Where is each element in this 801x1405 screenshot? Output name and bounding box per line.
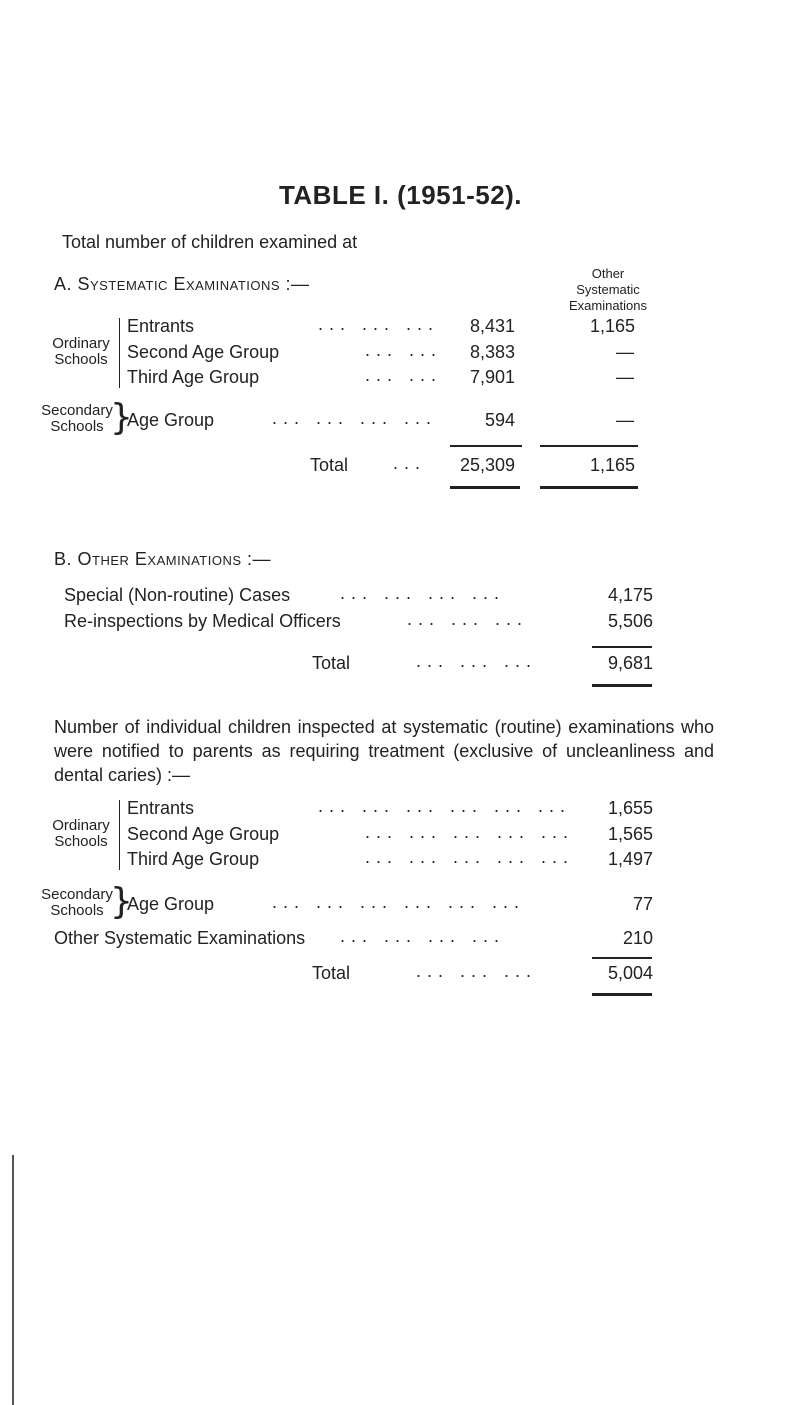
ordinary-label-line-1: Ordinary bbox=[52, 335, 110, 352]
ordinary-label-line-1: Ordinary bbox=[52, 817, 110, 834]
c-row-other-systematic-label: Other Systematic Examinations bbox=[54, 928, 306, 948]
ordinary-schools-label-c bbox=[46, 818, 116, 850]
row-reinspections-label: Re-inspections by Medical Officers bbox=[64, 611, 341, 631]
dot-leader: ... ... ... ... ... bbox=[365, 847, 575, 867]
section-a-heading: A. Systematic Examinations :— bbox=[54, 274, 310, 294]
secondary-schools-label-c bbox=[36, 887, 118, 919]
dot-leader: ... ... bbox=[365, 365, 443, 385]
ordinary-label-line-2: Schools bbox=[54, 833, 108, 850]
section-c-total-label: Total bbox=[312, 963, 351, 983]
subtotal-rule bbox=[540, 445, 638, 447]
total-double-rule bbox=[592, 684, 652, 687]
notification-paragraph: Number of individual children inspected at systematic (routine) examinations who were notified to parents as requiring treatment (exclusive of uncleanliness and dental caries) :— bbox=[54, 717, 714, 785]
row-secondary-age-value: 594 bbox=[484, 410, 515, 430]
row-secondary-age-label: Age Group bbox=[127, 410, 215, 430]
brace-icon: } bbox=[110, 397, 133, 438]
secondary-label-line-2: Schools bbox=[50, 418, 104, 435]
col-header-line-2: Systematic bbox=[576, 282, 640, 297]
dot-leader: ... ... ... bbox=[318, 314, 440, 334]
row-entrants-value: 8,431 bbox=[469, 316, 515, 336]
c-row-second-age-label: Second Age Group bbox=[127, 824, 280, 844]
subtotal-rule bbox=[592, 957, 652, 959]
ordinary-schools-label bbox=[46, 336, 116, 368]
col-header-line-1: Other bbox=[591, 266, 625, 281]
ordinary-bracket-c bbox=[119, 800, 120, 870]
section-b-heading: B. Other Examinations :— bbox=[54, 549, 272, 569]
intro-text: Total number of children examined at bbox=[62, 232, 358, 252]
total-double-rule bbox=[450, 486, 520, 489]
row-entrants-other: 1,165 bbox=[589, 316, 635, 336]
c-row-secondary-age-label: Age Group bbox=[127, 894, 215, 914]
c-row-third-age-value: 1,497 bbox=[607, 849, 653, 869]
row-secondary-age-other: — bbox=[616, 410, 634, 430]
row-second-age-value: 8,383 bbox=[469, 342, 515, 362]
dot-leader: ... ... ... ... ... bbox=[365, 822, 575, 842]
section-a-total-label: Total bbox=[310, 455, 349, 475]
ordinary-label-line-2: Schools bbox=[54, 351, 108, 368]
c-row-secondary-age-value: 77 bbox=[632, 894, 653, 914]
c-row-other-systematic-value: 210 bbox=[622, 928, 653, 948]
section-b-total-value: 9,681 bbox=[607, 653, 653, 673]
ordinary-bracket bbox=[119, 318, 120, 388]
other-systematic-header bbox=[538, 266, 678, 314]
dot-leader: ... ... bbox=[365, 340, 443, 360]
row-third-age-label: Third Age Group bbox=[127, 367, 260, 387]
row-third-age-other: — bbox=[616, 367, 634, 387]
total-double-rule bbox=[540, 486, 638, 489]
section-b-total-label: Total bbox=[312, 653, 351, 673]
subtotal-rule bbox=[450, 445, 522, 447]
dot-leader: ... ... ... ... bbox=[340, 583, 506, 603]
dot-leader: ... ... ... bbox=[407, 609, 529, 629]
row-reinspections-value: 5,506 bbox=[607, 611, 653, 631]
dot-leader: ... ... ... ... bbox=[272, 408, 438, 428]
dot-leader: ... bbox=[393, 453, 427, 473]
total-double-rule bbox=[592, 993, 652, 996]
row-second-age-other: — bbox=[616, 342, 634, 362]
c-row-entrants-value: 1,655 bbox=[607, 798, 653, 818]
table-title: TABLE I. (1951-52). bbox=[278, 180, 523, 210]
col-header-line-3: Examinations bbox=[568, 298, 648, 313]
secondary-label-line-1: Secondary bbox=[41, 886, 113, 903]
c-row-second-age-value: 1,565 bbox=[607, 824, 653, 844]
secondary-schools-label bbox=[36, 403, 118, 435]
dot-leader: ... ... ... bbox=[416, 961, 538, 981]
dot-leader: ... ... ... bbox=[416, 651, 538, 671]
secondary-label-line-2: Schools bbox=[50, 902, 104, 919]
row-special-cases-value: 4,175 bbox=[607, 585, 653, 605]
section-c-total-value: 5,004 bbox=[607, 963, 653, 983]
secondary-label-line-1: Secondary bbox=[41, 402, 113, 419]
dot-leader: ... ... ... ... bbox=[340, 926, 506, 946]
row-second-age-label: Second Age Group bbox=[127, 342, 280, 362]
c-row-third-age-label: Third Age Group bbox=[127, 849, 260, 869]
row-third-age-value: 7,901 bbox=[469, 367, 515, 387]
c-row-entrants-label: Entrants bbox=[127, 798, 195, 818]
row-special-cases-label: Special (Non-routine) Cases bbox=[64, 585, 291, 605]
section-a-total-value: 25,309 bbox=[459, 455, 515, 475]
dot-leader: ... ... ... ... ... ... bbox=[272, 892, 526, 912]
scan-edge-line bbox=[12, 1155, 14, 1405]
section-a-total-other: 1,165 bbox=[589, 455, 635, 475]
dot-leader: ... ... ... ... ... ... bbox=[318, 796, 572, 816]
brace-icon: } bbox=[110, 881, 133, 922]
subtotal-rule bbox=[592, 646, 652, 648]
row-entrants-label: Entrants bbox=[127, 316, 195, 336]
